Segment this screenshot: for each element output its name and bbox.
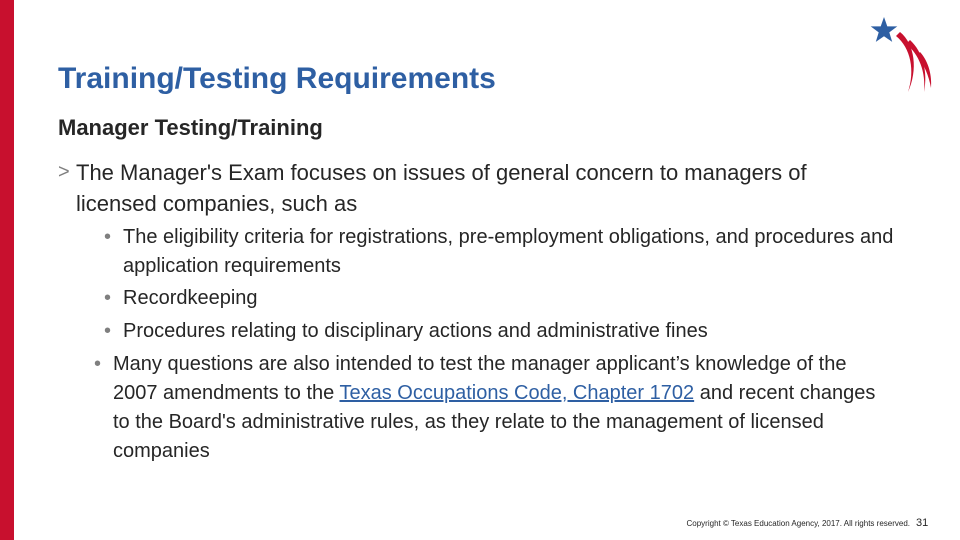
slide-title: Training/Testing Requirements [58,62,496,95]
sub-bullet-text: Recordkeeping [123,287,258,309]
bullet-dot-icon: • [104,320,112,342]
sub-bullet-text: Procedures relating to disciplinary actions and administrative fines [123,320,708,342]
main-bullet-text: The Manager's Exam focuses on issues of general concern to managers of licensed companies, such as [76,160,807,216]
slide-subtitle: Manager Testing/Training [58,115,323,140]
copyright-footer: Copyright © Texas Education Agency, 2017. All rights reserved. [686,519,910,528]
texas-occupations-code-link[interactable]: Texas Occupations Code, Chapter 1702 [339,382,695,404]
sub-bullet-text-before: Many questions are also intended to test the manager applicant’s knowledge of the 2007 amendments to the [113,353,847,404]
sub-bullet-text-after: and recent changes to the Board's administrative rules, as they relate to the management of licensed companies [113,382,876,462]
left-accent-bar [0,0,14,540]
bullet-dot-icon: • [94,353,102,375]
main-bullet [58,157,838,219]
page-number: 31 [916,517,929,529]
sub-bullet-procedures [104,317,894,346]
chevron-bullet-icon: > [58,161,70,183]
bullet-dot-icon: • [104,226,112,248]
sub-bullet-eligibility [104,223,894,281]
sub-bullet-text: The eligibility criteria for registrations, pre-employment obligations, and procedures and application requirements [123,226,894,277]
star-and-stripes-logo-icon [868,14,936,96]
bullet-dot-icon: • [104,287,112,309]
sub-bullet-recordkeeping [104,284,894,313]
sub-bullet-many-questions [94,350,894,466]
sub-bullet-text [94,350,894,466]
